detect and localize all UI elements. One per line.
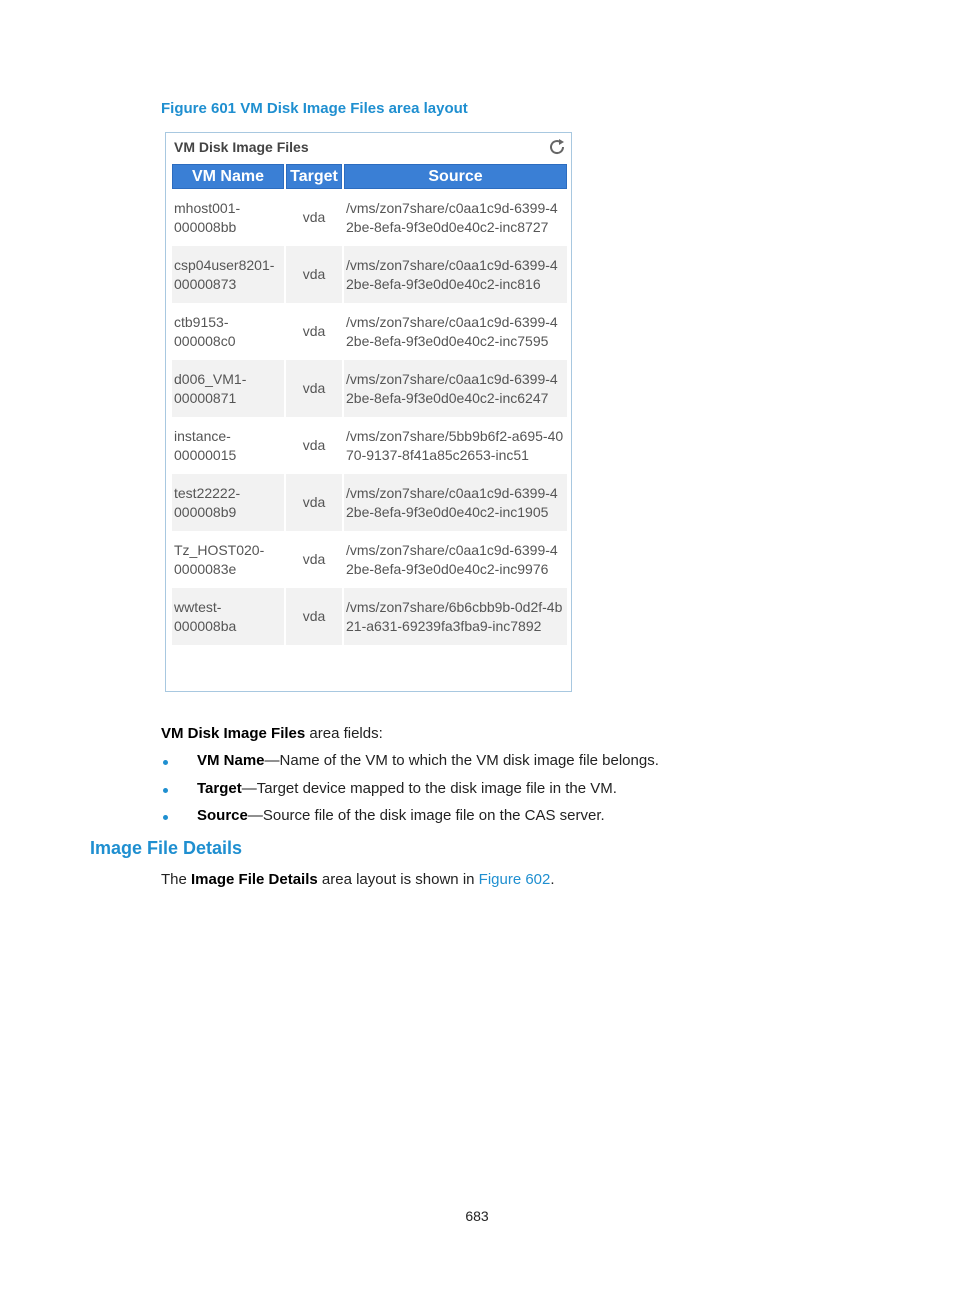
- source-cell: /vms/zon7share/c0aa1c9d-6399-42be-8efa-9f3e0d0e40c2-inc816: [344, 246, 567, 303]
- target-cell: vda: [302, 551, 326, 567]
- table-row[interactable]: [172, 360, 567, 417]
- table-row[interactable]: [172, 189, 567, 246]
- target-cell: vda: [302, 209, 326, 225]
- field-desc: —Name of the VM to which the VM disk image file belongs.: [264, 752, 659, 769]
- page-number: 683: [465, 1208, 489, 1224]
- figure-602-link[interactable]: Figure 602: [478, 871, 551, 888]
- column-header-source[interactable]: Source: [344, 164, 567, 189]
- target-cell: vda: [286, 360, 342, 417]
- vm-name-cell: mhost001-000008bb: [174, 199, 241, 235]
- vm-name-cell: test22222-000008b9: [172, 474, 284, 531]
- target-cell: vda: [286, 246, 342, 303]
- vm-name-cell: Tz_HOST020-0000083e: [174, 541, 265, 577]
- disk-image-table: [170, 164, 569, 645]
- source-cell: /vms/zon7share/c0aa1c9d-6399-42be-8efa-9f3e0d0e40c2-inc6247: [344, 360, 567, 417]
- list-item: [161, 807, 659, 835]
- para-bold: Image File Details: [191, 871, 318, 888]
- table-row[interactable]: [172, 303, 567, 360]
- figure-caption: Figure 601 VM Disk Image Files area layout: [161, 100, 468, 117]
- field-desc: —Target device mapped to the disk image file in the VM.: [241, 779, 617, 797]
- column-header-target[interactable]: Target: [286, 164, 342, 189]
- field-term: Target: [197, 779, 242, 797]
- field-term: Source: [197, 807, 248, 824]
- field-term: VM Name: [197, 752, 265, 769]
- target-cell: vda: [286, 474, 342, 531]
- vm-name-cell: csp04user8201-00000873: [172, 246, 284, 303]
- fields-intro: [161, 725, 383, 742]
- vm-name-cell: wwtest-000008ba: [172, 588, 284, 645]
- field-list: [161, 752, 659, 835]
- list-item: [161, 780, 659, 808]
- column-header-vm-name[interactable]: VM Name: [172, 164, 284, 189]
- target-cell: vda: [302, 323, 326, 339]
- panel-title: VM Disk Image Files: [174, 139, 309, 155]
- source-cell: /vms/zon7share/c0aa1c9d-6399-42be-8efa-9f3e0d0e40c2-inc8727: [346, 199, 558, 235]
- field-desc: —Source file of the disk image file on the CAS server.: [247, 807, 605, 824]
- source-cell: /vms/zon7share/c0aa1c9d-6399-42be-8efa-9f3e0d0e40c2-inc1905: [344, 474, 567, 531]
- vm-name-cell: instance-00000015: [174, 427, 237, 463]
- para-mid: area layout is shown in: [317, 871, 479, 888]
- refresh-icon[interactable]: [547, 137, 567, 157]
- table-header-row: [172, 164, 567, 189]
- source-cell: /vms/zon7share/5bb9b6f2-a695-4070-9137-8f41a85c2653-inc51: [346, 427, 564, 463]
- para-post: .: [550, 871, 555, 888]
- table-row[interactable]: [172, 588, 567, 645]
- intro-rest: area fields:: [305, 725, 383, 742]
- vm-disk-image-files-panel: [165, 132, 572, 692]
- table-row[interactable]: [172, 474, 567, 531]
- para-pre: The: [161, 871, 192, 888]
- table-row[interactable]: [172, 417, 567, 474]
- list-item: [161, 752, 659, 780]
- section-heading: Image File Details: [90, 838, 243, 858]
- details-paragraph: [161, 871, 555, 888]
- source-cell: /vms/zon7share/c0aa1c9d-6399-42be-8efa-9f3e0d0e40c2-inc7595: [346, 313, 558, 349]
- table-row[interactable]: [172, 531, 567, 588]
- intro-bold: VM Disk Image Files: [161, 725, 306, 742]
- vm-name-cell: d006_VM1-00000871: [172, 360, 284, 417]
- vm-name-cell: ctb9153-000008c0: [174, 313, 236, 349]
- table-row[interactable]: [172, 246, 567, 303]
- target-cell: vda: [302, 437, 326, 453]
- target-cell: vda: [286, 588, 342, 645]
- source-cell: /vms/zon7share/6b6cbb9b-0d2f-4b21-a631-69239fa3fba9-inc7892: [344, 588, 567, 645]
- source-cell: /vms/zon7share/c0aa1c9d-6399-42be-8efa-9f3e0d0e40c2-inc9976: [346, 541, 558, 577]
